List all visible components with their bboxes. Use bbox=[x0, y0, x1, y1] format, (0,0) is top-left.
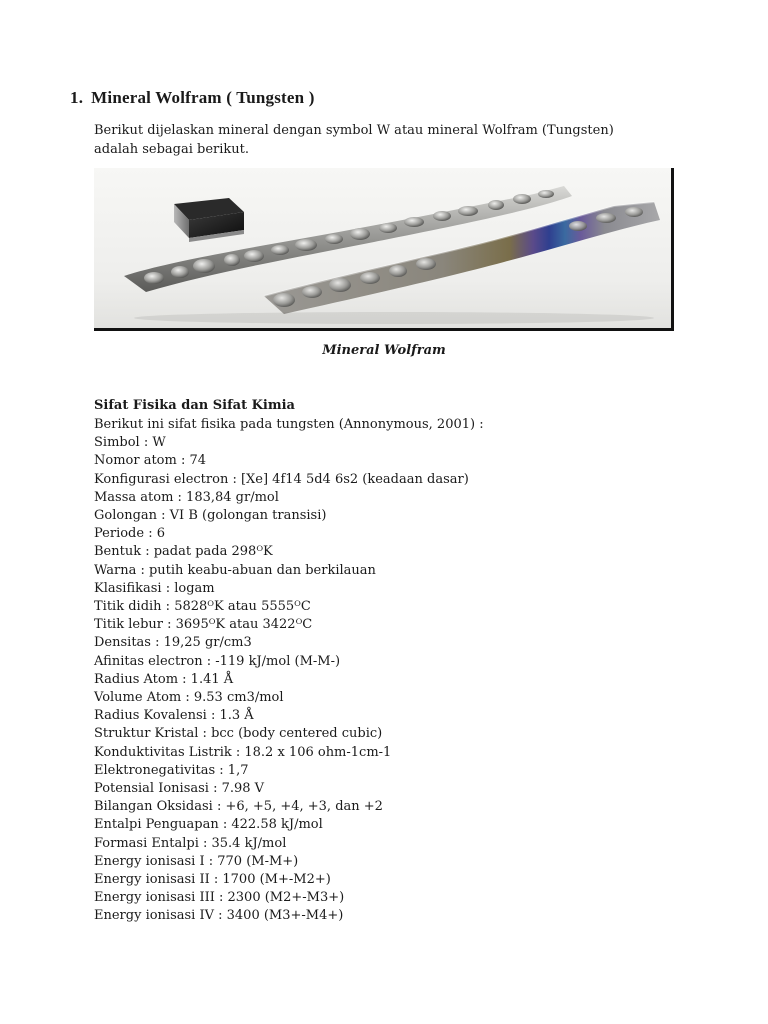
property-item: Periode : 6 bbox=[94, 526, 165, 542]
property-item: Energy ionisasi III : 2300 (M2+-M3+) bbox=[94, 890, 345, 906]
section-heading bbox=[70, 88, 315, 108]
property-item: Warna : putih keabu-abuan dan berkilauan bbox=[94, 562, 376, 578]
property-item: Energy ionisasi IV : 3400 (M3+-M4+) bbox=[94, 908, 344, 924]
tungsten-photo bbox=[94, 168, 674, 331]
property-item: Titik lebur : 3695ᴼK atau 3422ᴼC bbox=[94, 617, 313, 633]
property-item: Bentuk : padat pada 298ᴼK bbox=[94, 544, 273, 560]
intro-paragraph: Berikut dijelaskan mineral dengan symbol W atau mineral Wolfram (Tungsten) adalah sebagai berikut. bbox=[94, 123, 614, 157]
property-item: Golongan : VI B (golongan transisi) bbox=[94, 508, 327, 524]
section-subtitle: Sifat Fisika dan Sifat Kimia bbox=[94, 398, 295, 413]
property-item: Konfigurasi electron : [Xe] 4f14 5d4 6s2 (keadaan dasar) bbox=[94, 471, 469, 487]
property-item: Formasi Entalpi : 35.4 kJ/mol bbox=[94, 835, 287, 851]
property-item: Potensial Ionisasi : 7.98 V bbox=[94, 781, 265, 797]
property-item: Nomor atom : 74 bbox=[94, 453, 207, 469]
property-item: Radius Kovalensi : 1.3 Å bbox=[94, 708, 254, 724]
property-item: Berikut ini sifat fisika pada tungsten (Annonymous, 2001) : bbox=[94, 417, 484, 432]
cube-sample bbox=[174, 198, 244, 242]
figure-caption: Mineral Wolfram bbox=[322, 343, 446, 358]
property-item: Konduktivitas Listrik : 18.2 x 106 ohm-1cm-1 bbox=[94, 744, 392, 760]
property-item: Simbol : W bbox=[94, 435, 166, 451]
property-item: Bilangan Oksidasi : +6, +5, +4, +3, dan +2 bbox=[94, 799, 383, 815]
property-item: Volume Atom : 9.53 cm3/mol bbox=[94, 690, 284, 706]
property-item: Titik didih : 5828ᴼK atau 5555ᴼC bbox=[94, 599, 311, 615]
property-item: Klasifikasi : logam bbox=[94, 580, 215, 596]
property-item: Radius Atom : 1.41 Å bbox=[94, 671, 234, 687]
property-item: Energy ionisasi I : 770 (M-M+) bbox=[94, 853, 299, 869]
property-item: Afinitas electron : -119 kJ/mol (M-M-) bbox=[94, 653, 341, 669]
property-item: Densitas : 19,25 gr/cm3 bbox=[94, 635, 252, 651]
heading-number: 1. bbox=[70, 88, 84, 107]
property-item: Massa atom : 183,84 gr/mol bbox=[94, 489, 279, 505]
property-item: Entalpi Penguapan : 422.58 kJ/mol bbox=[94, 817, 323, 833]
property-item: Elektronegativitas : 1,7 bbox=[94, 762, 249, 778]
property-list bbox=[94, 416, 484, 926]
property-item: Energy ionisasi II : 1700 (M+-M2+) bbox=[94, 872, 331, 888]
heading-title: Mineral Wolfram ( Tungsten ) bbox=[91, 88, 315, 107]
property-item: Struktur Kristal : bcc (body centered cubic) bbox=[94, 726, 383, 742]
